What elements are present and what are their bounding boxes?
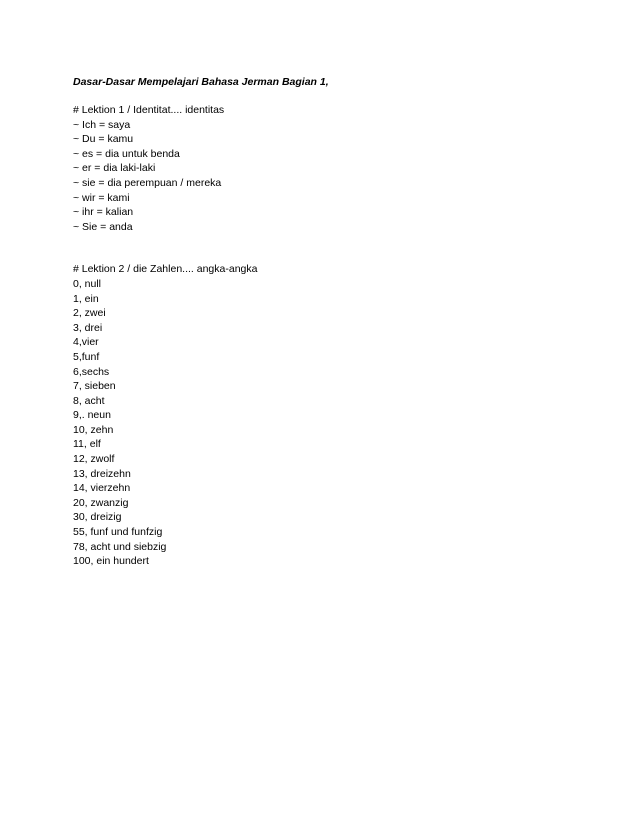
pronoun-line: ~ es = dia untuk benda (73, 147, 180, 160)
number-line: 0, null (73, 277, 102, 290)
number-line: 2, zwei (73, 307, 106, 320)
number-line: 10, zehn (73, 423, 114, 436)
section-heading: # Lektion 1 / Identitat.... identitas (73, 104, 225, 116)
number-line: 55, funf und funfzig (73, 526, 163, 539)
number-line: 1, ein (73, 292, 99, 305)
number-line: 6,sechs (73, 365, 110, 378)
number-line: 5,funf (73, 350, 100, 363)
document-title: Dasar-Dasar Mempelajari Bahasa Jerman Bagian 1, (73, 76, 329, 88)
spacer (73, 89, 638, 103)
number-line: 100, ein hundert (73, 555, 149, 568)
number-line: 3, drei (73, 321, 103, 334)
section-heading: # Lektion 2 / die Zahlen.... angka-angka (73, 263, 258, 276)
number-line: 13, dreizehn (73, 467, 131, 480)
number-line: 7, sieben (73, 380, 116, 393)
section-lektion-1 (73, 103, 638, 234)
spacer (73, 234, 638, 262)
number-line: 20, zwanzig (73, 496, 129, 509)
pronoun-line: ~ ihr = kalian (73, 206, 134, 219)
pronoun-line: ~ er = dia laki-laki (73, 162, 156, 175)
number-line: 30, dreizig (73, 511, 122, 524)
pronoun-line: ~ wir = kami (73, 191, 130, 204)
number-line: 8, acht (73, 394, 105, 407)
pronoun-line: ~ Sie = anda (73, 220, 133, 233)
pronoun-line: ~ Ich = saya (73, 118, 131, 131)
number-line: 12, zwolf (73, 453, 115, 466)
number-line: 14, vierzehn (73, 482, 131, 495)
number-line: 4,vier (73, 336, 99, 349)
number-line: 78, acht und siebzig (73, 540, 167, 553)
number-line: 9,. neun (73, 409, 111, 422)
number-line: 11, elf (73, 438, 101, 451)
pronoun-line: ~ sie = dia perempuan / mereka (73, 176, 222, 189)
section-lektion-2 (73, 262, 638, 568)
pronoun-line: ~ Du = kamu (73, 133, 134, 146)
